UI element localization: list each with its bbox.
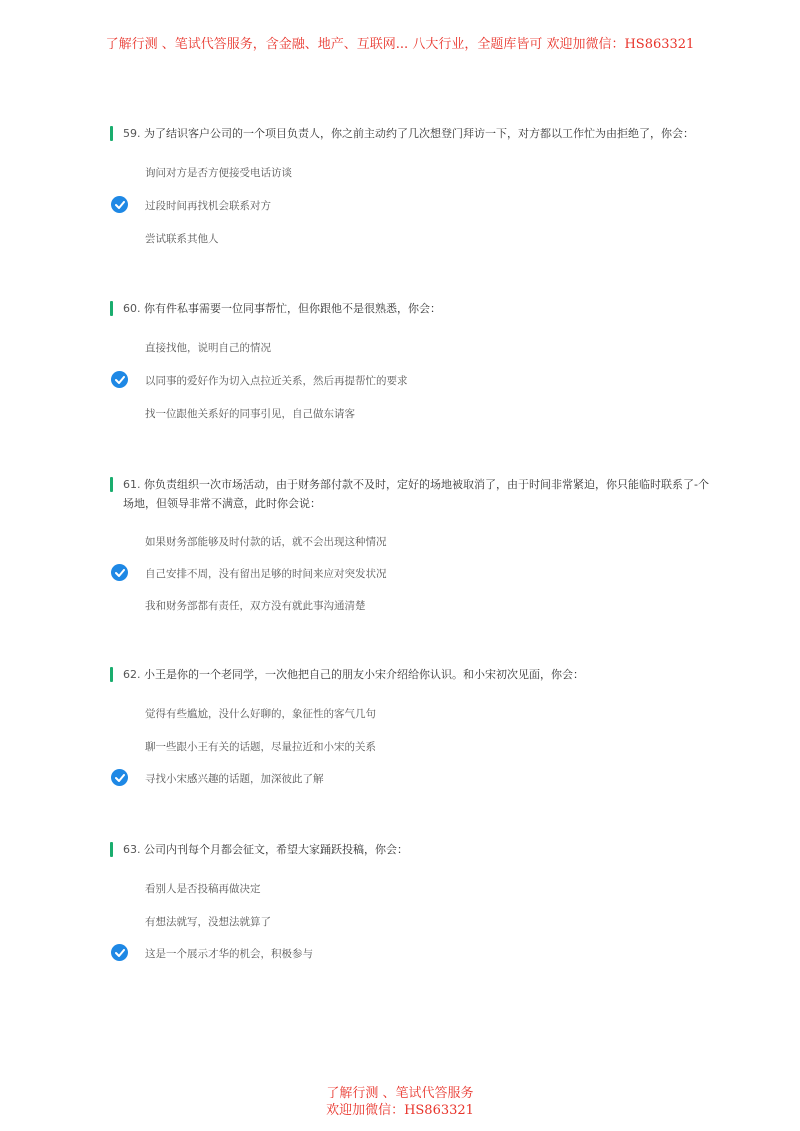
question-61 [108, 475, 718, 612]
option-selected[interactable] [108, 563, 668, 583]
option[interactable] [108, 403, 668, 423]
question-header [108, 124, 718, 143]
option-label: 如果财务部能够及时付款的话，就不会出现这种情况 [145, 536, 387, 548]
footer-ad [0, 1085, 800, 1119]
question-header [108, 840, 718, 859]
question-text: 小王是你的一个老同学，一次他把自己的朋友小宋介绍给你认识。和小宋初次见面，你会： [144, 668, 584, 681]
option[interactable] [108, 337, 668, 357]
option-label: 过段时间再找机会联系对方 [145, 200, 271, 212]
accent-bar [110, 126, 113, 141]
option-label: 看别人是否投稿再做决定 [145, 883, 261, 895]
option-label: 尝试联系其他人 [145, 233, 219, 245]
option-label: 这是一个展示才华的机会，积极参与 [145, 948, 313, 960]
option[interactable] [108, 911, 668, 931]
check-circle-icon [111, 564, 128, 581]
option-selected[interactable] [108, 943, 668, 963]
option[interactable] [108, 531, 668, 551]
question-60 [108, 299, 718, 420]
accent-bar [110, 667, 113, 682]
option-selected[interactable] [108, 370, 668, 390]
check-circle-icon [111, 944, 128, 961]
option[interactable] [108, 228, 668, 248]
accent-bar [110, 477, 113, 492]
option-selected[interactable] [108, 768, 668, 788]
header-ad-text: 了解行测 、笔试代答服务，含金融、地产、互联网... 八大行业，全题库皆可 欢迎加微信：HS863321 [105, 37, 695, 52]
accent-bar [110, 842, 113, 857]
option[interactable] [108, 162, 668, 182]
option[interactable] [108, 878, 668, 898]
question-header [108, 299, 718, 318]
footer-ad-line2: 欢迎加微信：HS863321 [326, 1103, 474, 1118]
question-number: 62. [123, 668, 141, 681]
option-label: 有想法就写，没想法就算了 [145, 916, 271, 928]
option-label: 询问对方是否方便接受电话访谈 [145, 167, 292, 179]
footer-ad-line1: 了解行测 、笔试代答服务 [326, 1086, 474, 1101]
check-circle-icon [111, 196, 128, 213]
option-label: 我和财务部都有责任，双方没有就此事沟通清楚 [145, 600, 366, 612]
question-number: 59. [123, 127, 141, 140]
option-label: 找一位跟他关系好的同事引见，自己做东请客 [145, 408, 355, 420]
option-label: 寻找小宋感兴趣的话题，加深彼此了解 [145, 773, 324, 785]
option-label: 自己安排不周，没有留出足够的时间来应对突发状况 [145, 568, 387, 580]
question-text: 为了结识客户公司的一个项目负责人，你之前主动约了几次想登门拜访一下，对方都以工作忙为由拒绝了，你会： [144, 127, 694, 140]
question-59 [108, 124, 718, 245]
question-text: 公司内刊每个月都会征文，希望大家踊跃投稿，你会： [144, 843, 408, 856]
question-number: 63. [123, 843, 141, 856]
accent-bar [110, 301, 113, 316]
option-label: 觉得有些尴尬，没什么好聊的，象征性的客气几句 [145, 708, 376, 720]
check-circle-icon [111, 371, 128, 388]
option-label: 以同事的爱好作为切入点拉近关系，然后再提帮忙的要求 [145, 375, 408, 387]
question-number: 60. [123, 302, 141, 315]
check-circle-icon [111, 769, 128, 786]
option-selected[interactable] [108, 195, 668, 215]
option-label: 聊一些跟小王有关的话题，尽量拉近和小宋的关系 [145, 741, 376, 753]
question-header [108, 665, 718, 684]
option[interactable] [108, 595, 668, 615]
question-text: 你有件私事需要一位同事帮忙，但你跟他不是很熟悉，你会： [144, 302, 441, 315]
question-62 [108, 665, 718, 785]
option-label: 直接找他，说明自己的情况 [145, 342, 271, 354]
question-number: 61. [123, 478, 141, 491]
question-text: 你负责组织一次市场活动，由于财务部付款不及时，定好的场地被取消了，由于时间非常紧迫，你只能临时联系了-个场地，但领导非常不满意，此时你会说： [123, 478, 709, 510]
option[interactable] [108, 703, 668, 723]
option[interactable] [108, 736, 668, 756]
question-63 [108, 840, 718, 960]
question-header [108, 475, 718, 513]
